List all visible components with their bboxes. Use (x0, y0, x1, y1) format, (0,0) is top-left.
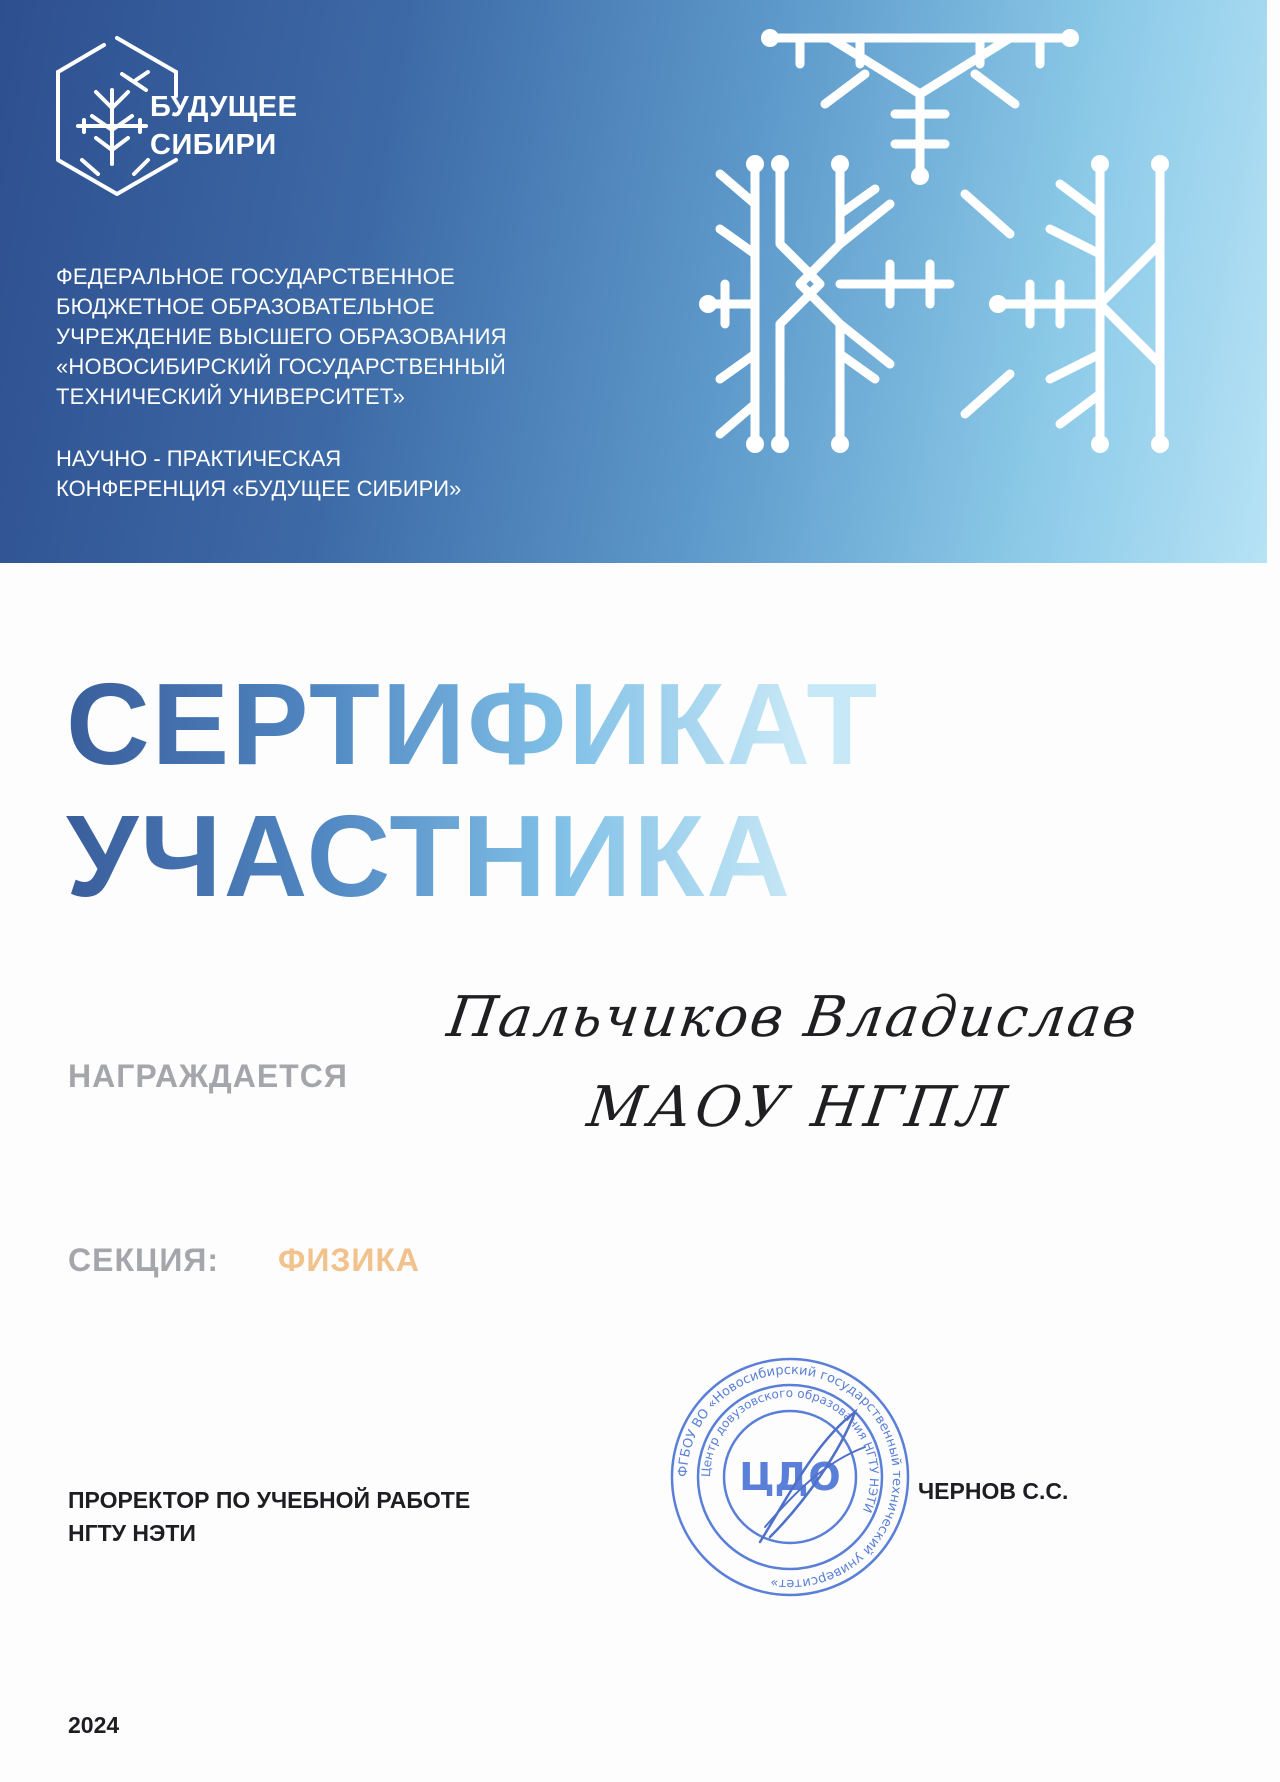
conference-name (56, 444, 461, 504)
snowflake-pattern-icon (690, 24, 1210, 504)
issue-year: 2024 (68, 1712, 120, 1738)
section-value: ФИЗИКА (278, 1242, 420, 1278)
section-label: СЕКЦИЯ: (68, 1242, 220, 1278)
title-line-1: СЕРТИФИКАТ (66, 659, 880, 789)
organization-name (56, 262, 507, 412)
signatory-name: ЧЕРНОВ С.С. (918, 1478, 1069, 1504)
stamp-outer-text: ФГБОУ ВО «Новосибирский государственный технический университет» (675, 1362, 905, 1592)
signatory-title-line-2: НГТУ НЭТИ (68, 1520, 196, 1546)
official-stamp-icon (665, 1352, 915, 1602)
certificate-title (66, 658, 879, 922)
org-line: «НОВОСИБИРСКИЙ ГОСУДАРСТВЕННЫЙ (56, 354, 507, 379)
recipient-school-handwritten: МАОУ НГПЛ (583, 1075, 1014, 1140)
stamp-inner-text: Центр довузовского образования НГТУ НЭТИ (698, 1385, 882, 1515)
stamp-center-text: ЦДО (739, 1455, 841, 1499)
org-line: БЮДЖЕТНОЕ ОБРАЗОВАТЕЛЬНОЕ (56, 294, 435, 319)
logo-wordmark (150, 88, 297, 164)
recipient-name-handwritten: Пальчиков Владислав (443, 985, 1143, 1050)
org-line: ТЕХНИЧЕСКИЙ УНИВЕРСИТЕТ» (56, 384, 406, 409)
logo-line-2: СИБИРИ (150, 129, 277, 161)
conf-line: НАУЧНО - ПРАКТИЧЕСКАЯ (56, 446, 342, 471)
awarded-label: НАГРАЖДАЕТСЯ (68, 1058, 348, 1094)
conf-line: КОНФЕРЕНЦИЯ «БУДУЩЕЕ СИБИРИ» (56, 476, 462, 501)
org-line: УЧРЕЖДЕНИЕ ВЫСШЕГО ОБРАЗОВАНИЯ (56, 324, 507, 349)
signatory-title (68, 1484, 470, 1550)
header-banner (0, 0, 1267, 563)
signatory-title-line-1: ПРОРЕКТОР ПО УЧЕБНОЙ РАБОТЕ (68, 1487, 471, 1513)
org-line: ФЕДЕРАЛЬНОЕ ГОСУДАРСТВЕННОЕ (56, 264, 455, 289)
logo-line-1: БУДУЩЕЕ (150, 91, 298, 123)
title-line-2: УЧАСТНИКА (66, 791, 793, 921)
